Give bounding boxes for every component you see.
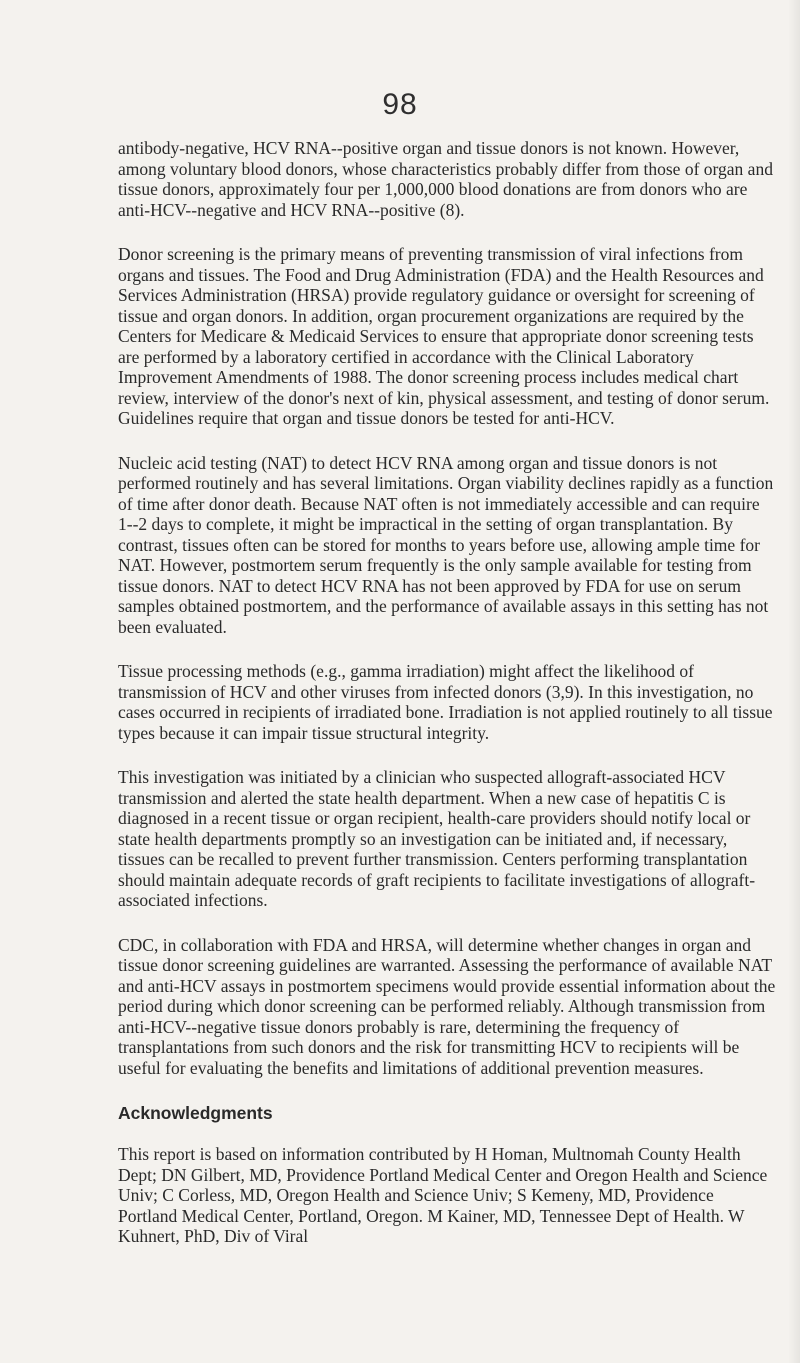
page-edge-shadow	[788, 0, 800, 1363]
document-body	[118, 138, 776, 1271]
paragraph-nucleic-acid-testing: Nucleic acid testing (NAT) to detect HCV RNA among organ and tissue donors is not performed routinely and has several limitations. Organ viability declines rapidly as a function of time after donor death. Because NAT often is not immediately accessible and can require 1--2 days to complete, it might be impractical in the setting of organ transplantation. By contrast, tissues often can be stored for months to years before use, allowing ample time for NAT. However, postmortem serum frequently is the only sample available for testing from tissue donors. NAT to detect HCV RNA has not been approved by FDA for use on serum samples obtained postmortem, and the performance of available assays in this setting has not been evaluated.	[118, 452, 774, 637]
acknowledgments-heading: Acknowledgments	[118, 1103, 273, 1123]
paragraph-tissue-processing: Tissue processing methods (e.g., gamma irradiation) might affect the likelihood of transmission of HCV and other viruses from infected donors (3,9). In this investigation, no cases occurred in recipients of irradiated bone. Irradiation is not applied routinely to all tissue types because it can impair tissue structural integrity.	[118, 661, 773, 743]
page-number: 98	[382, 88, 418, 121]
acknowledgments-text: This report is based on information contributed by H Homan, Multnomah County Health Dept; DN Gilbert, MD, Providence Portland Medical Center and Oregon Health and Science Univ; C Corless, MD, Oregon Health and Science Univ; S Kemeny, MD, Providence Portland Medical Center, Portland, Oregon. M Kainer, MD, Tennessee Dept of Health. W Kuhnert, PhD, Div of Viral	[118, 1144, 768, 1246]
paragraph-cdc-collaboration: CDC, in collaboration with FDA and HRSA, will determine whether changes in organ and tissue donor screening guidelines are warranted. Assessing the performance of available NAT and anti-HCV assays in postmortem specimens would provide essential information about the period during which donor screening can be performed reliably. Although transmission from anti-HCV--negative tissue donors probably is rare, determining the frequency of transplantations from such donors and the risk for transmitting HCV to recipients will be useful for evaluating the benefits and limitations of additional prevention measures.	[118, 934, 776, 1078]
paragraph-donor-prevalence: antibody-negative, HCV RNA--positive organ and tissue donors is not known. However, among voluntary blood donors, whose characteristics probably differ from those of organ and tissue donors, approximately four per 1,000,000 blood donations are from donors who are anti-HCV--negative and HCV RNA--positive (8).	[118, 138, 773, 220]
paragraph-investigation: This investigation was initiated by a clinician who suspected allograft-associated HCV transmission and alerted the state health department. When a new case of hepatitis C is diagnosed in a recent tissue or organ recipient, health-care providers should notify local or state health departments promptly so an investigation can be initiated and, if necessary, tissues can be recalled to prevent further transmission. Centers performing transplantation should maintain adequate records of graft recipients to facilitate investigations of allograft-associated infections.	[118, 767, 756, 910]
paragraph-donor-screening: Donor screening is the primary means of preventing transmission of viral infections from organs and tissues. The Food and Drug Administration (FDA) and the Health Resources and Services Administration (HRSA) provide regulatory guidance or oversight for screening of tissue and organ donors. In addition, organ procurement organizations are required by the Centers for Medicare & Medicaid Services to ensure that appropriate donor screening tests are performed by a laboratory certified in accordance with the Clinical Laboratory Improvement Amendments of 1988. The donor screening process includes medical chart review, interview of the donor's next of kin, physical assessment, and testing of donor serum. Guidelines require that organ and tissue donors be tested for anti-HCV.	[118, 244, 770, 428]
